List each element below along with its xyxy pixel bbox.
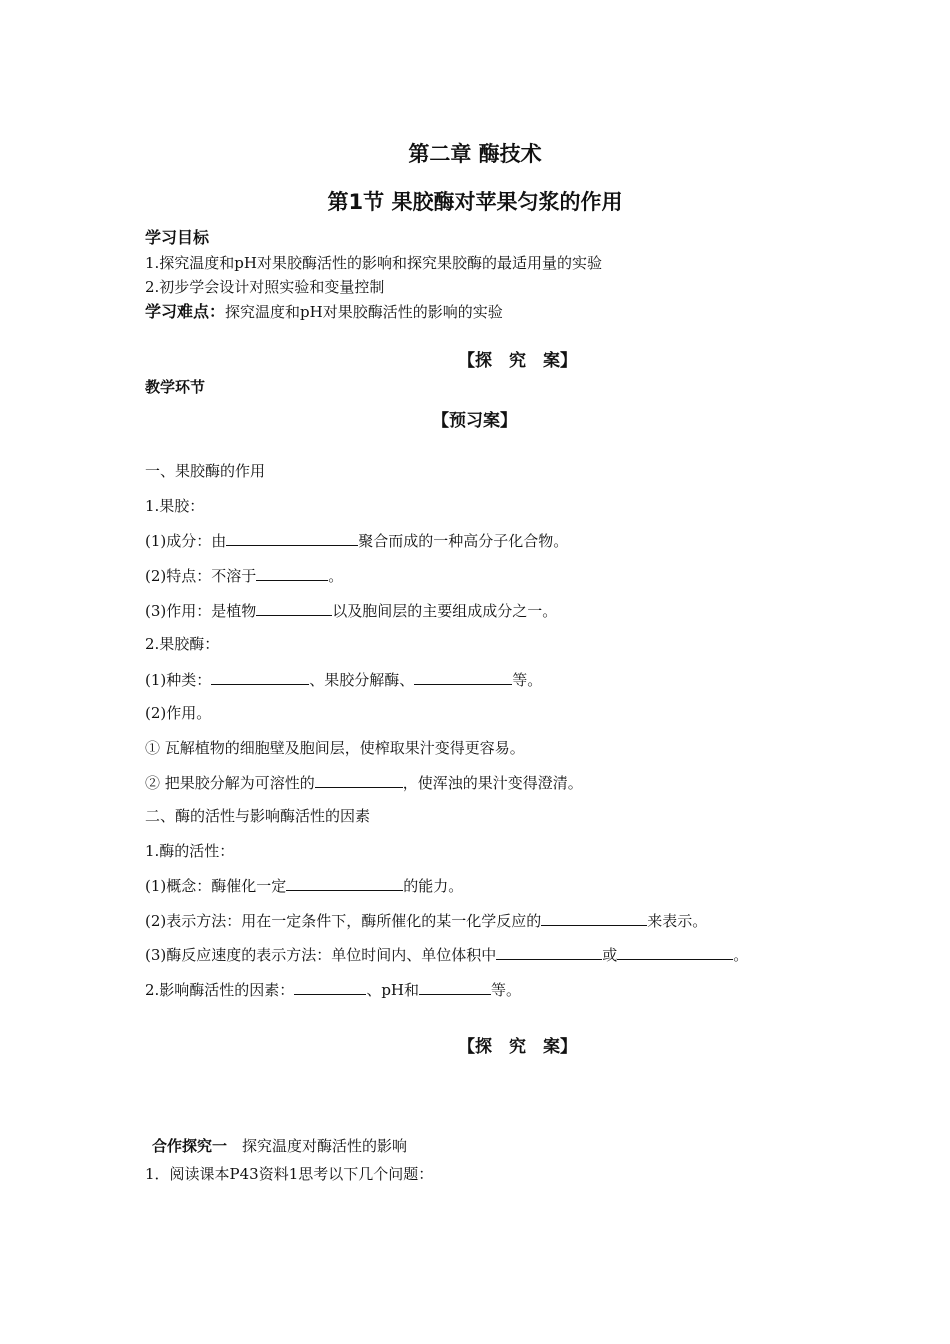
fill-blank[interactable] (286, 875, 403, 891)
preview-heading: 【预习案】 (432, 411, 517, 431)
part1-title: 一、果胶酶的作用 (145, 462, 266, 480)
question-1: 1．阅读课本P43资料1思考以下几个问题： (145, 1165, 434, 1183)
explore-heading: 【探 究 案】 (458, 1037, 577, 1057)
coop-label: 合作探究一 (152, 1137, 228, 1155)
coop-line (152, 1136, 407, 1156)
difficulty-text: 探究温度和pH对果胶酶活性的影响的实验 (225, 303, 503, 321)
fill-blank[interactable] (256, 600, 332, 616)
fill-blank[interactable] (294, 979, 366, 995)
teaching-label: 教学环节 (145, 378, 206, 396)
objective-item: 2.初步学会设计对照实验和变量控制 (145, 278, 385, 296)
function-line: (2)作用。 (145, 704, 212, 722)
coop-text: 探究温度对酶活性的影响 (227, 1137, 408, 1155)
objectives-heading: 学习目标 (145, 228, 210, 247)
fill-blank[interactable] (211, 669, 309, 685)
objective-item: 1.探究温度和pH对果胶酶活性的影响和探究果胶酶的最适用量的实验 (145, 254, 602, 272)
function-item-2: ② 把果胶分解为可溶性的 ，使浑浊的果汁变得澄清。 (145, 774, 583, 792)
difficulty-line (145, 302, 503, 322)
concept-line: (1)概念：酶催化一定 的能力。 (145, 877, 464, 895)
part2-title: 二、酶的活性与影响酶活性的因素 (145, 807, 371, 825)
rate-line: (3)酶反应速度的表示方法：单位时间内、单位体积中 或 。 (145, 946, 749, 964)
chapter-title: 第二章 酶技术 (408, 142, 542, 166)
fill-blank[interactable] (617, 944, 733, 960)
section-title: 第1节 果胶酶对苹果匀浆的作用 (327, 190, 623, 214)
explore-heading: 【探 究 案】 (458, 351, 577, 371)
fill-blank[interactable] (541, 910, 647, 926)
fill-blank[interactable] (315, 772, 403, 788)
enzyme-line: 2.果胶酶： (145, 635, 220, 653)
fill-blank[interactable] (496, 944, 602, 960)
pectin-line: 1.果胶： (145, 497, 205, 515)
activity-line: 1.酶的活性： (145, 842, 235, 860)
fill-blank[interactable] (226, 530, 358, 546)
composition-line: (1)成分：由 聚合而成的一种高分子化合物。 (145, 532, 569, 550)
difficulty-label: 学习难点： (145, 302, 226, 321)
fill-blank[interactable] (419, 979, 491, 995)
function-item-1: ① 瓦解植物的细胞壁及胞间层，使榨取果汁变得更容易。 (145, 739, 525, 757)
factors-line: 2.影响酶活性的因素： 、pH和 等。 (145, 981, 522, 999)
role-line: (3)作用：是植物 以及胞间层的主要组成成分之一。 (145, 602, 558, 620)
expression-line: (2)表示方法：用在一定条件下，酶所催化的某一化学反应的 来表示。 (145, 912, 708, 930)
feature-line: (2)特点：不溶于 。 (145, 567, 344, 585)
kinds-line: (1)种类： 、果胶分解酶、 等。 (145, 671, 543, 689)
fill-blank[interactable] (414, 669, 512, 685)
fill-blank[interactable] (256, 565, 328, 581)
